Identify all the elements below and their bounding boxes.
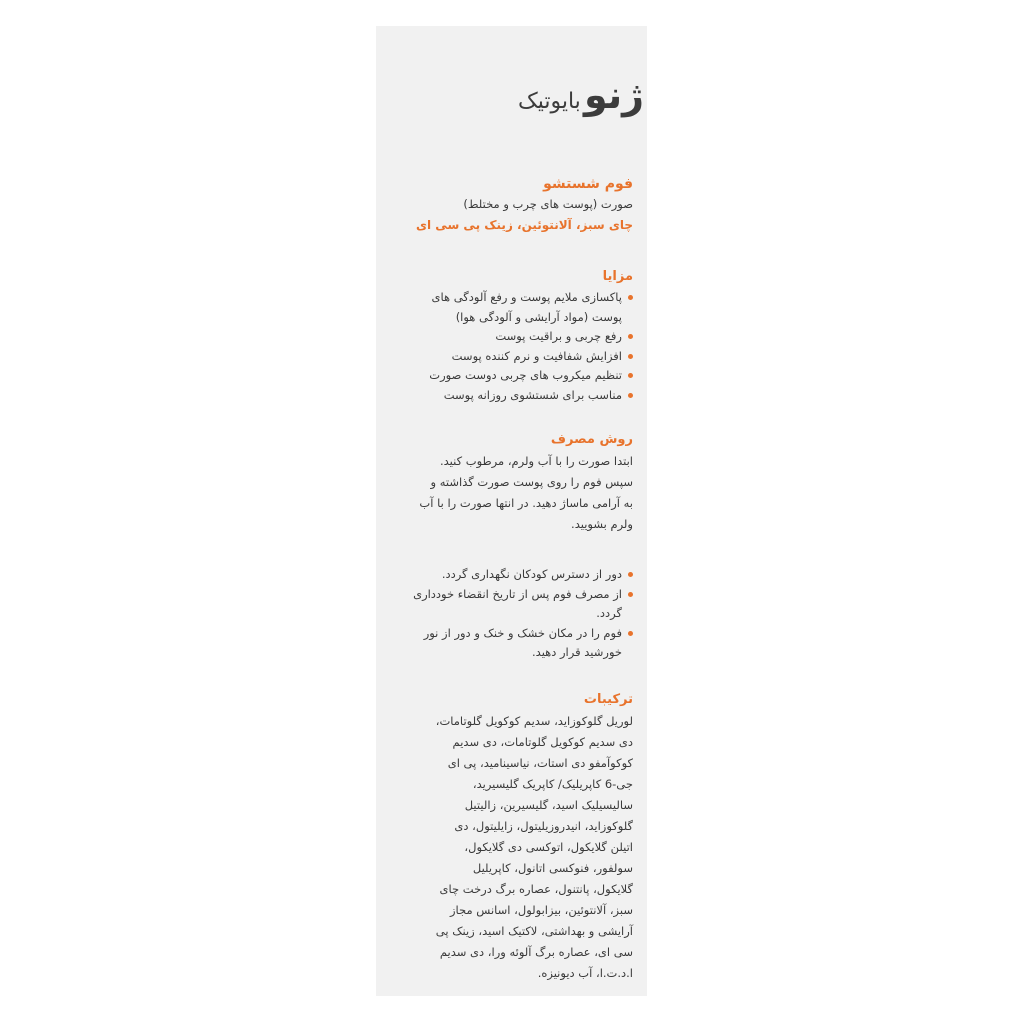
benefit-line: رفع چربی و براقیت پوست — [495, 329, 622, 343]
composition-line: گلایکول، پانتنول، عصاره برگ درخت چای — [439, 881, 633, 896]
composition-line: لوریل گلوکوزاید، سدیم کوکویل گلوتامات، — [435, 713, 633, 728]
benefit-item — [396, 366, 633, 386]
composition-line: سبز، آلانتوئین، بیزابولول، اسانس مجاز — [450, 902, 633, 917]
composition-title: ترکیبات — [583, 691, 633, 707]
warning-line: فوم را در مکان خشک و خنک و دور از نور — [423, 625, 622, 640]
usage-title: روش مصرف — [550, 432, 633, 447]
usage-line: سپس فوم را روی پوست صورت گذاشته و — [430, 475, 633, 489]
brand-main-text: ژنو — [584, 73, 644, 117]
product-subtitle: صورت (پوست های چرب و مختلط) — [463, 197, 633, 211]
bullet-dot-icon — [628, 373, 633, 378]
composition-line: سالیسیلیک اسید، گلیسیرین، زالیتیل — [464, 797, 633, 812]
bullet-dot-icon — [628, 393, 633, 398]
bullet-dot-icon — [628, 295, 633, 300]
benefits-list — [396, 288, 633, 405]
bullet-dot-icon — [628, 631, 633, 636]
warning-item — [396, 624, 633, 663]
composition-line: جی-6 کاپریلیک/ کاپریک گلیسیرید، — [472, 776, 633, 791]
composition-line: اتیلن گلایکول، اتوکسی دی گلایکول، — [464, 839, 633, 854]
benefit-item — [396, 327, 633, 347]
benefit-item — [396, 288, 633, 327]
composition-line: سولفور، فنوکسی اتانول، کاپریلیل — [472, 860, 633, 875]
benefit-item — [396, 347, 633, 367]
benefit-line: پوست (مواد آرایشی و آلودگی هوا) — [455, 309, 622, 324]
composition-line: گلوکوزاید، انیدروزیلیتول، زایلیتول، دی — [454, 818, 633, 833]
product-title: فوم شستشو — [543, 176, 633, 192]
label-content — [396, 174, 633, 984]
usage-instructions — [396, 451, 633, 535]
bullet-dot-icon — [628, 572, 633, 577]
bullet-dot-icon — [628, 592, 633, 597]
composition-line: ا.د.ت.ا، آب دیونیزه. — [537, 965, 633, 980]
usage-line: ولرم بشویید. — [571, 517, 633, 531]
usage-line: به آرامی ماساژ دهید. در انتها صورت را با آب — [419, 496, 633, 510]
usage-line: ابتدا صورت را با آب ولرم، مرطوب کنید. — [439, 454, 633, 468]
benefit-line: مناسب برای شستشوی روزانه پوست — [443, 387, 622, 402]
brand-sub-text: بایوتیک — [518, 89, 581, 114]
warning-item — [396, 565, 633, 585]
brand-logo-mark — [436, 70, 644, 122]
benefits-title: مزایا — [602, 269, 633, 284]
warning-line: از مصرف فوم پس از تاریخ انقضاء خودداری — [413, 586, 622, 601]
brand-logo — [436, 70, 644, 122]
composition-line: کوکوآمفو دی استات، نیاسینامید، پی ای — [447, 755, 633, 770]
warning-line: گردد. — [596, 606, 622, 620]
warning-line: دور از دسترس کودکان نگهداری گردد. — [441, 567, 622, 581]
benefit-line: افزایش شفافیت و نرم کننده پوست — [451, 348, 622, 363]
product-key-ingredients: چای سبز، آلانتوئین، زینک پی سی ای — [416, 218, 633, 232]
warning-item — [396, 585, 633, 624]
benefit-item — [396, 386, 633, 406]
composition-line: آرایشی و بهداشتی، لاکتیک اسید، زینک پی — [435, 923, 633, 938]
product-label-panel — [376, 26, 647, 996]
benefit-line: تنظیم میکروب های چربی دوست صورت — [429, 368, 622, 382]
composition-line: دی سدیم کوکویل گلوتامات، دی سدیم — [452, 734, 633, 749]
composition-line: سی ای، عصاره برگ آلوئه ورا، دی سدیم — [439, 944, 633, 959]
benefit-line: پاکسازی ملایم پوست و رفع آلودگی های — [431, 290, 622, 304]
bullet-dot-icon — [628, 354, 633, 359]
composition-text — [396, 711, 633, 984]
bullet-dot-icon — [628, 334, 633, 339]
warnings-list — [396, 565, 633, 663]
warning-line: خورشید قرار دهید. — [532, 645, 622, 659]
